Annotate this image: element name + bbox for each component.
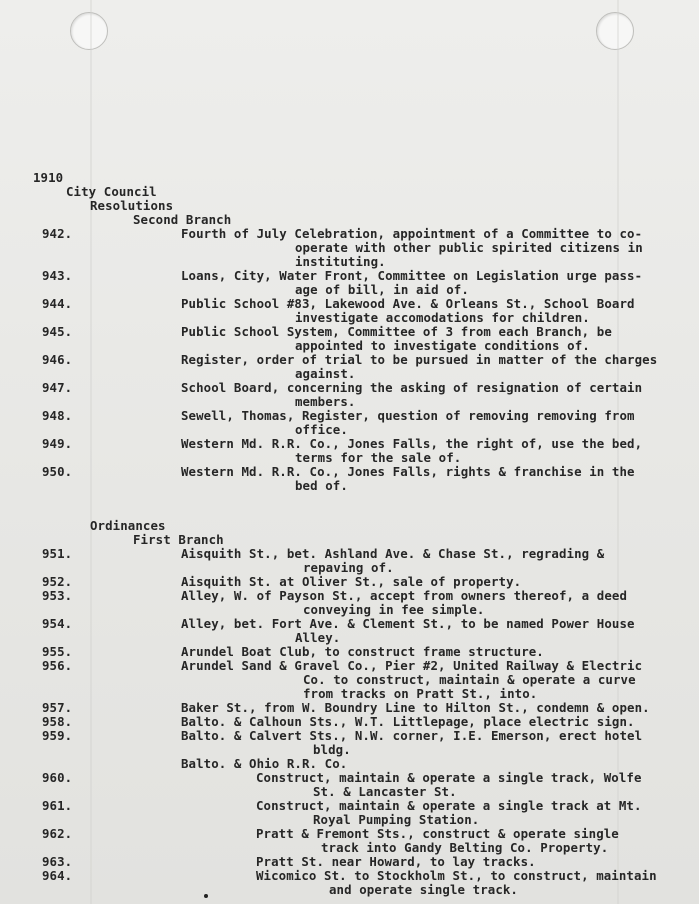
entry-line: Arundel Boat Club, to construct frame structure.: [181, 644, 544, 659]
entry-line: Pratt & Fremont Sts., construct & operate single: [256, 826, 619, 841]
entry-line: appointed to investigate conditions of.: [295, 338, 590, 353]
entry-number: 949.: [42, 436, 73, 451]
entry-line: Baker St., from W. Boundry Line to Hilton St., condemn & open.: [181, 700, 650, 715]
entry-number: 958.: [42, 714, 73, 729]
entry-number: 963.: [42, 854, 73, 869]
entry-line: St. & Lancaster St.: [313, 784, 457, 799]
entry-line: from tracks on Pratt St., into.: [303, 686, 538, 701]
entry-number: 947.: [42, 380, 73, 395]
entry-line: Pratt St. near Howard, to lay tracks.: [256, 854, 536, 869]
entry-line: Alley, W. of Payson St., accept from owners thereof, a deed: [181, 588, 628, 603]
entry-number: 964.: [42, 868, 73, 883]
entry-line: members.: [295, 394, 356, 409]
entry-line: Co. to construct, maintain & operate a curve: [303, 672, 636, 687]
second-branch-heading: Second Branch: [133, 212, 232, 227]
entry-line: bed of.: [295, 478, 348, 493]
entry-line: against.: [295, 366, 356, 381]
year-heading: 1910: [33, 170, 64, 185]
entry-line: office.: [295, 422, 348, 437]
resolutions-heading: Resolutions: [90, 198, 174, 213]
entry-line: investigate accomodations for children.: [295, 310, 590, 325]
entry-line: Aisquith St. at Oliver St., sale of property.: [181, 574, 522, 589]
entry-line: instituting.: [295, 254, 386, 269]
punch-hole-right: [596, 12, 634, 50]
entry-line: age of bill, in aid of.: [295, 282, 469, 297]
crease-line-right: [617, 0, 619, 904]
entry-line: Construct, maintain & operate a single track, Wolfe: [256, 770, 642, 785]
entry-line: operate with other public spirited citizens in: [295, 240, 643, 255]
entry-line: terms for the sale of.: [295, 450, 462, 465]
entry-line: Construct, maintain & operate a single track at Mt.: [256, 798, 642, 813]
entry-number: 960.: [42, 770, 73, 785]
entry-number: 954.: [42, 616, 73, 631]
entry-line: Loans, City, Water Front, Committee on Legislation urge pass-: [181, 268, 643, 283]
entry-number: 950.: [42, 464, 73, 479]
punch-hole-left: [70, 12, 108, 50]
entry-number: 956.: [42, 658, 73, 673]
entry-line: Western Md. R.R. Co., Jones Falls, the right of, use the bed,: [181, 436, 643, 451]
entry-line: Arundel Sand & Gravel Co., Pier #2, United Railway & Electric: [181, 658, 643, 673]
entry-number: 948.: [42, 408, 73, 423]
entry-line: Public School #83, Lakewood Ave. & Orleans St., School Board: [181, 296, 635, 311]
entry-number: 944.: [42, 296, 73, 311]
entry-line: Sewell, Thomas, Register, question of removing removing from: [181, 408, 635, 423]
crease-line-left: [90, 0, 92, 904]
entry-line: Balto. & Ohio R.R. Co.: [181, 756, 348, 771]
entry-number: 957.: [42, 700, 73, 715]
entry-number: 953.: [42, 588, 73, 603]
first-branch-heading: First Branch: [133, 532, 224, 547]
entry-line: Alley.: [295, 630, 341, 645]
entry-number: 955.: [42, 644, 73, 659]
entry-number: 943.: [42, 268, 73, 283]
entry-number: 945.: [42, 324, 73, 339]
entry-line: Public School System, Committee of 3 from each Branch, be: [181, 324, 612, 339]
entry-line: conveying in fee simple.: [303, 602, 485, 617]
entry-number: 959.: [42, 728, 73, 743]
council-heading: City Council: [66, 184, 157, 199]
entry-line: Balto. & Calvert Sts., N.W. corner, I.E. Emerson, erect hotel: [181, 728, 643, 743]
entry-number: 951.: [42, 546, 73, 561]
entry-number: 952.: [42, 574, 73, 589]
ink-speck: [204, 894, 208, 898]
entry-line: track into Gandy Belting Co. Property.: [321, 840, 609, 855]
entry-line: Balto. & Calhoun Sts., W.T. Littlepage, place electric sign.: [181, 714, 635, 729]
entry-line: Fourth of July Celebration, appointment of a Committee to co-: [181, 226, 643, 241]
entry-line: Register, order of trial to be pursued in matter of the charges: [181, 352, 658, 367]
entry-line: Wicomico St. to Stockholm St., to construct, maintain: [256, 868, 657, 883]
entry-line: School Board, concerning the asking of resignation of certain: [181, 380, 643, 395]
entry-number: 946.: [42, 352, 73, 367]
entry-line: repaving of.: [303, 560, 394, 575]
entry-line: Aisquith St., bet. Ashland Ave. & Chase St., regrading &: [181, 546, 605, 561]
entry-number: 961.: [42, 798, 73, 813]
entry-line: bldg.: [313, 742, 351, 757]
ordinances-heading: Ordinances: [90, 518, 166, 533]
entry-number: 942.: [42, 226, 73, 241]
entry-line: and operate single track.: [329, 882, 518, 897]
entry-line: Alley, bet. Fort Ave. & Clement St., to be named Power House: [181, 616, 635, 631]
entry-line: Royal Pumping Station.: [313, 812, 480, 827]
entry-line: Western Md. R.R. Co., Jones Falls, rights & franchise in the: [181, 464, 635, 479]
entry-number: 962.: [42, 826, 73, 841]
